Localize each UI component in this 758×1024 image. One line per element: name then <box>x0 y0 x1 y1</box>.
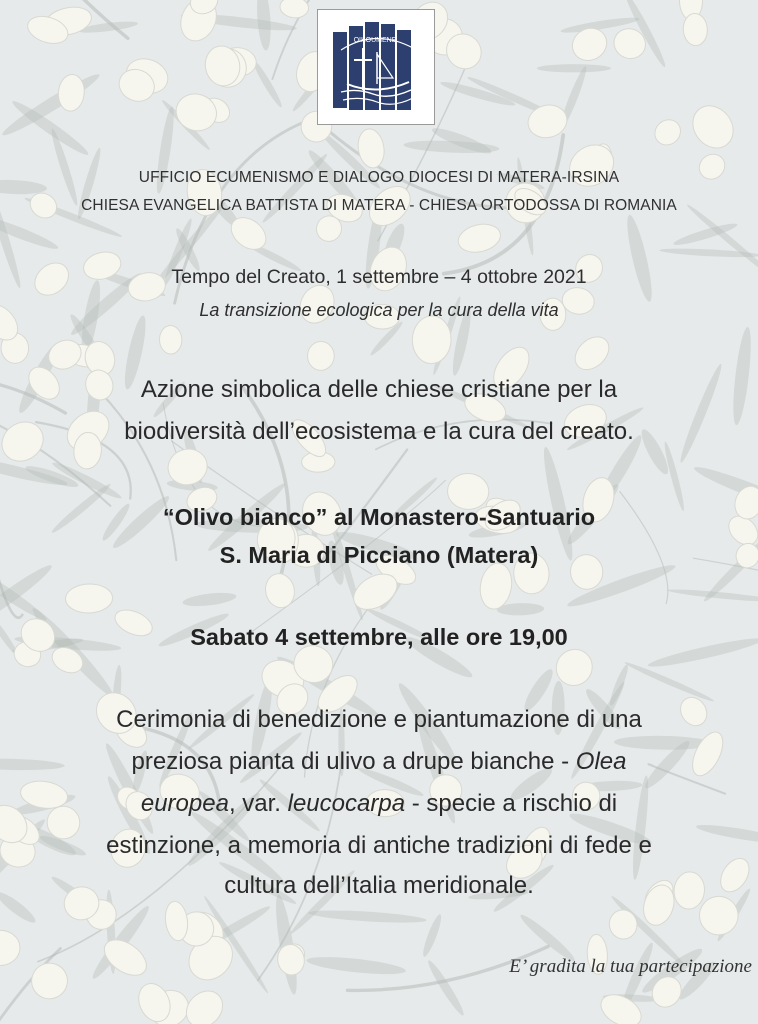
ceremony-line-1: Cerimonia di benedizione e piantumazione di una <box>116 706 642 733</box>
ceremony-line-4: estinzione, a memoria di antiche tradizioni di fede e <box>106 832 652 859</box>
cross-boat-logo-icon <box>327 18 425 116</box>
closing-invitation: E’ gradita la tua partecipazione <box>509 956 752 977</box>
species-name: Olea <box>575 748 627 775</box>
event-period: Tempo del Creato, 1 settembre – 4 ottobre 2021 <box>171 266 587 288</box>
logo-lettering: OIKOUMENE <box>353 37 397 44</box>
event-theme: La transizione ecologica per la cura della vita <box>199 300 559 320</box>
ceremony-line-5: cultura dell’Italia meridionale. <box>224 872 534 899</box>
ceremony-line-2 <box>0 748 758 776</box>
ceremony-text: preziosa pianta di ulivo a drupe bianche - <box>131 748 576 775</box>
species-name: europea <box>140 790 229 817</box>
event-datetime: Sabato 4 settembre, alle ore 19,00 <box>190 624 568 650</box>
ceremony-text: , var. <box>228 790 288 817</box>
action-line-2: biodiversità dell’ecosistema e la cura del creato. <box>124 418 634 445</box>
location-line-1: “Olivo bianco” al Monastero-Santuario <box>162 504 596 530</box>
organizer-line-1: UFFICIO ECUMENISMO E DIALOGO DIOCESI DI MATERA-IRSINA <box>138 169 620 186</box>
organizer-line-2: CHIESA EVANGELICA BATTISTA DI MATERA - CHIESA ORTODOSSA DI ROMANIA <box>81 197 677 214</box>
ceremony-line-3 <box>0 790 758 818</box>
oikoumene-logo <box>317 9 435 125</box>
location-line-2: S. Maria di Picciano (Matera) <box>219 542 539 568</box>
action-line-1: Azione simbolica delle chiese cristiane per la <box>140 376 618 403</box>
variety-name: leucocarpa <box>287 790 406 817</box>
ceremony-text: - specie a rischio di <box>405 790 618 817</box>
